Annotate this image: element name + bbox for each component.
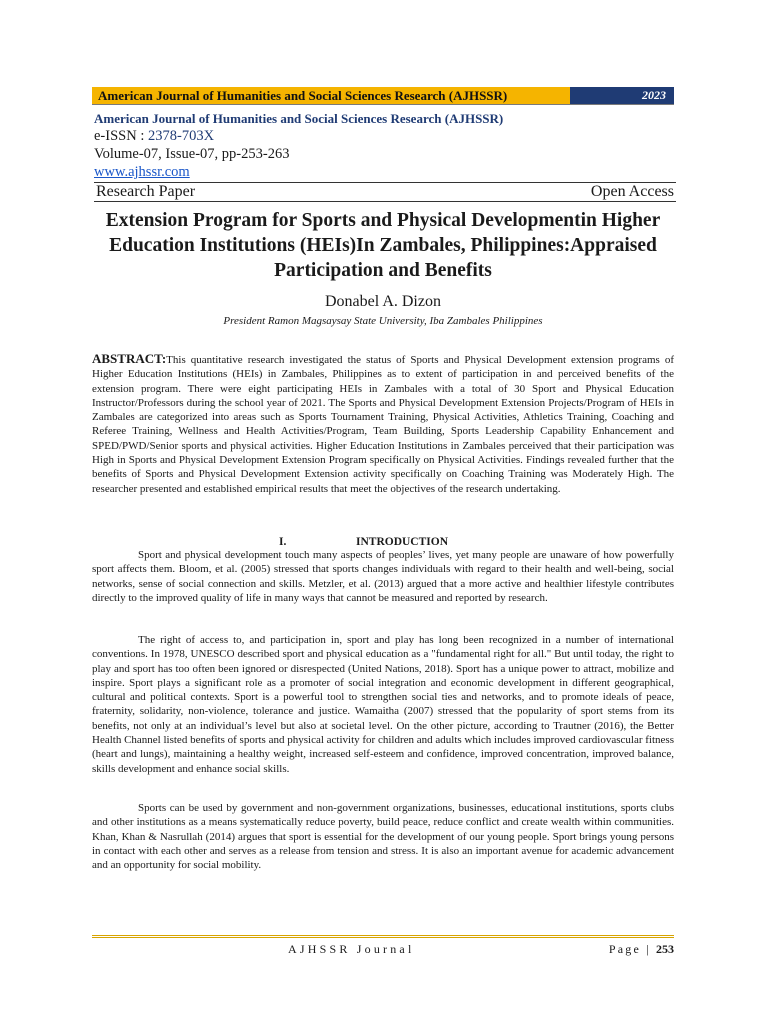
- journal-meta: [94, 110, 676, 202]
- article-title: Extension Program for Sports and Physical Developmentin Higher Education Institutions (HEIs)In Zambales, Philippines:Appraised Participation and Benefits: [105, 210, 661, 281]
- footer-page-label: Page |: [608, 942, 651, 956]
- header-year: 2023: [570, 87, 674, 104]
- intro-paragraph-1: Sport and physical development touch many aspects of peoples’ lives, yet many people are unaware of how powerfully sport affects them. Bloom, et al. (2005) stressed that sports changes individuals with regard to their health and well-being, social networks, sense of social connection and skills. Metzler, et al. (2013) argued that a more active and healthier lifestyle contributes directly to the improved quality of life in many ways that cannot be measured and reported by research.: [92, 549, 674, 604]
- section-number: I.: [279, 536, 287, 548]
- abstract-text: This quantitative research investigated the status of Sports and Physical Development extension programs of Higher Education Institutions (HEIs) in Zambales, Philippines as to extent of participation in and perceived benefits of the extension program. There were eight participating HEIs in Zambales with a total of 30 Sport and Physical Education Instructor/Professors during the school year of 2021. The Sports and Physical Development Extension Projects/Program of HEIs in Zambales are categorized into areas such as Sports Tournament Training, Physical Activities, Athletics Training, Coaching and Referee Training, Wellness and Health Activities/Program, Team Building, Sports Leadership Capability Enhancement and SPED/PWD/Senior sports and physical activities. Higher Education Institutions in Zambales perceived that their participation was High in Sports and Physical Development Extension Program specifically on Physical Activities. Findings revealed further that the benefits of Sports and Physical Development Extension activity specifically on Coaching Training was Moderately High. The researcher presented and established empirical results that meet the objectives of the research undertaking.: [92, 354, 674, 495]
- volume-line: Volume-07, Issue-07, pp-253-263: [94, 146, 290, 162]
- header-journal-name: American Journal of Humanities and Social Sciences Research (AJHSSR): [92, 87, 570, 104]
- page-footer: [92, 935, 674, 956]
- abstract: [92, 352, 674, 496]
- section-title: INTRODUCTION: [356, 536, 449, 548]
- journal-website-link[interactable]: www.ajhssr.com: [94, 164, 190, 180]
- journal-header-bar: [92, 87, 674, 105]
- intro-paragraph-3: Sports can be used by government and non-government organizations, businesses, educational institutions, sports clubs and other institutions as a means systematically reduce poverty, build peace, reduce conflict and create wealth within communities. Khan, Khan & Nasrullah (2014) argues that sport is essential for the development of our young people. Sport brings young persons in contact with each other and serves as a release from tension and stress. It is also an important avenue for academic advancement and an opportunity for social mobility.: [92, 802, 674, 872]
- open-access-label: Open Access: [590, 183, 674, 200]
- footer-page-number: 253: [656, 942, 674, 956]
- paper-type-row: [94, 182, 676, 202]
- intro-paragraph-2: The right of access to, and participation in, sport and play has long been recognized in a number of international conventions. In 1978, UNESCO described sport and physical education as a "fundamental right for all." But until today, the right to play and sport has too often been ignored or disrespected (United Nations, 2018). Sport has a unique power to attract, mobilize and inspire. Sport plays a significant role as a promoter of social integration and economic development in different geographical, cultural and political contexts. Sport is a powerful tool to strengthen social ties and networks, and to promote ideals of peace, fraternity, solidarity, non-violence, tolerance and justice. Wamaitha (2007) stressed that the popularity of sport stems from its benefits, not only at an individual’s level but also at societal level. On the other picture, according to Trautner (2016), the Better Health Channel listed benefits of sports and physical activity for children and adults which includes improved cardiovascular fitness (heart and lungs), maintaining a healthy weight, increased self-esteem and confidence, improved concentration, improved balance, skills development and enhance social skills.: [92, 634, 674, 775]
- abstract-label: ABSTRACT:: [92, 351, 167, 366]
- eissn-line: [94, 127, 676, 145]
- eissn-value: 2378-703X: [147, 128, 215, 144]
- author-affiliation: President Ramon Magsaysay State University, Iba Zambales Philippines: [223, 315, 543, 327]
- paper-type: Research Paper: [96, 183, 196, 200]
- author-name: Donabel A. Dizon: [325, 293, 441, 310]
- journal-title: American Journal of Humanities and Social Sciences Research (AJHSSR): [94, 111, 504, 126]
- footer-journal: AJHSSR Journal: [288, 942, 415, 956]
- eissn-label: e-ISSN :: [94, 128, 148, 144]
- footer-page: [609, 942, 674, 957]
